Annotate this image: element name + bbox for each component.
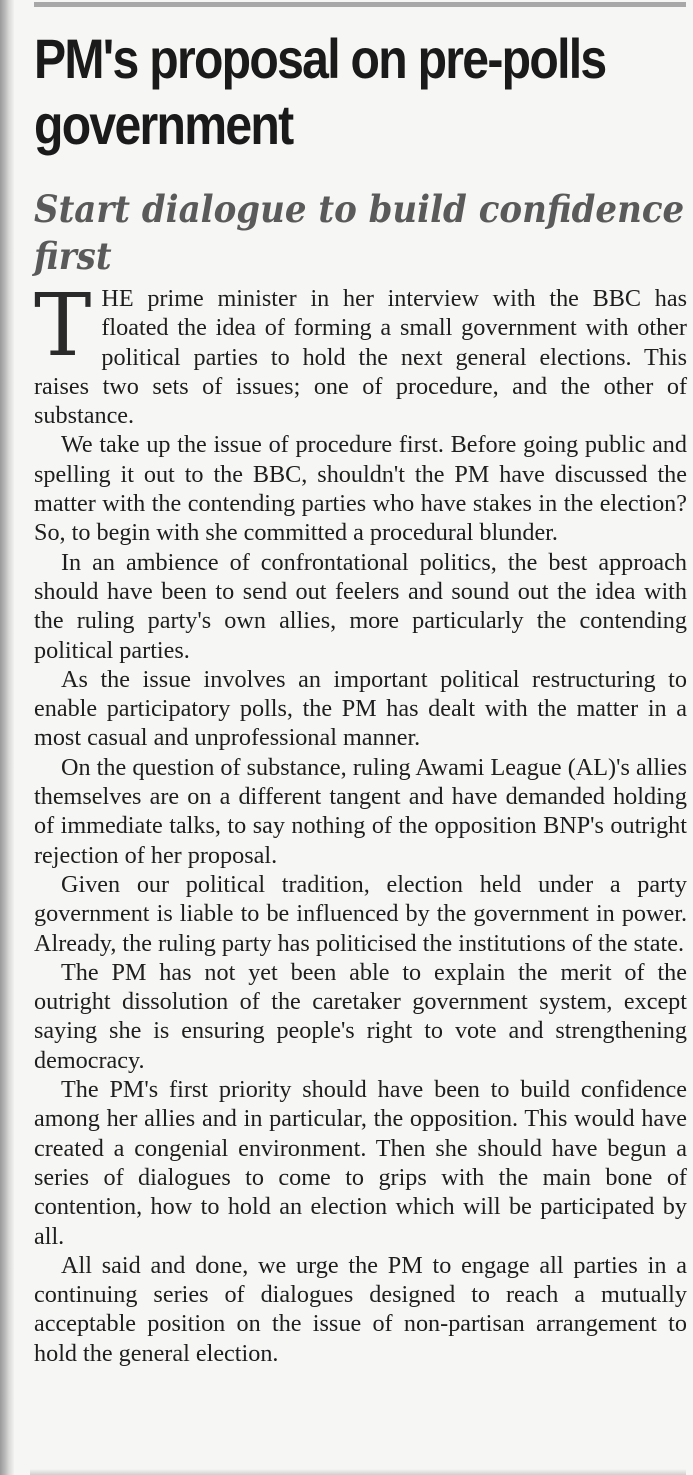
- paragraph: The PM's first priority should have been to build confidence among her allies and in particular, the opposition. This would have created a congenial environment. Then she should have begun a series of dialogues to come to grips with the main bone of contention, how to hold an election which will be participated by all.: [34, 1076, 687, 1250]
- top-rule: [34, 2, 686, 7]
- bottom-edge: [30, 1469, 686, 1475]
- paragraph: As the issue involves an important political restructuring to enable participatory polls, the PM has dealt with the matter in a most casual and unprofessional manner.: [34, 665, 687, 752]
- paragraph: We take up the issue of procedure first. Before going public and spelling it out to the BBC, shouldn't the PM have discussed the matter with the contending parties who have stakes in the election? So, to begin with she committed a procedural blunder.: [34, 431, 687, 547]
- page-left-margin-rule: [0, 0, 14, 1475]
- article-body: [34, 276, 687, 1368]
- headline: PM's proposal on pre-polls government: [34, 27, 606, 156]
- paragraph: Given our political tradition, election held under a party government is liable to be influenced by the government in power. Already, the ruling party has politicised the institutions of the state.: [34, 870, 687, 957]
- paragraph: All said and done, we urge the PM to engage all parties in a continuing series of dialogues designed to reach a mutually acceptable position on the issue of non-partisan arrangement to hold the general election.: [34, 1251, 687, 1367]
- paragraph: On the question of substance, ruling Awami League (AL)'s allies themselves are on a different tangent and have demanded holding of immediate talks, to say nothing of the opposition BNP's outright rejection of her proposal.: [34, 753, 687, 869]
- drop-cap: T: [34, 276, 92, 376]
- paragraph: In an ambience of confrontational politics, the best approach should have been to send out feelers and sound out the idea with the ruling party's own allies, more particularly the contending political parties.: [34, 548, 687, 664]
- lead-paragraph: [34, 276, 687, 430]
- subheadline: Start dialogue to build confidence first: [34, 187, 685, 278]
- paragraph: The PM has not yet been able to explain the merit of the outright dissolution of the caretaker government system, except saying she is ensuring people's right to vote and strengthening democracy.: [34, 958, 687, 1074]
- lead-paragraph-text: HE prime minister in her interview with the BBC has floated the idea of forming a small government with other political parties to hold the next general elections. This raises two sets of issues; one of procedure, and the other of substance.: [34, 285, 687, 430]
